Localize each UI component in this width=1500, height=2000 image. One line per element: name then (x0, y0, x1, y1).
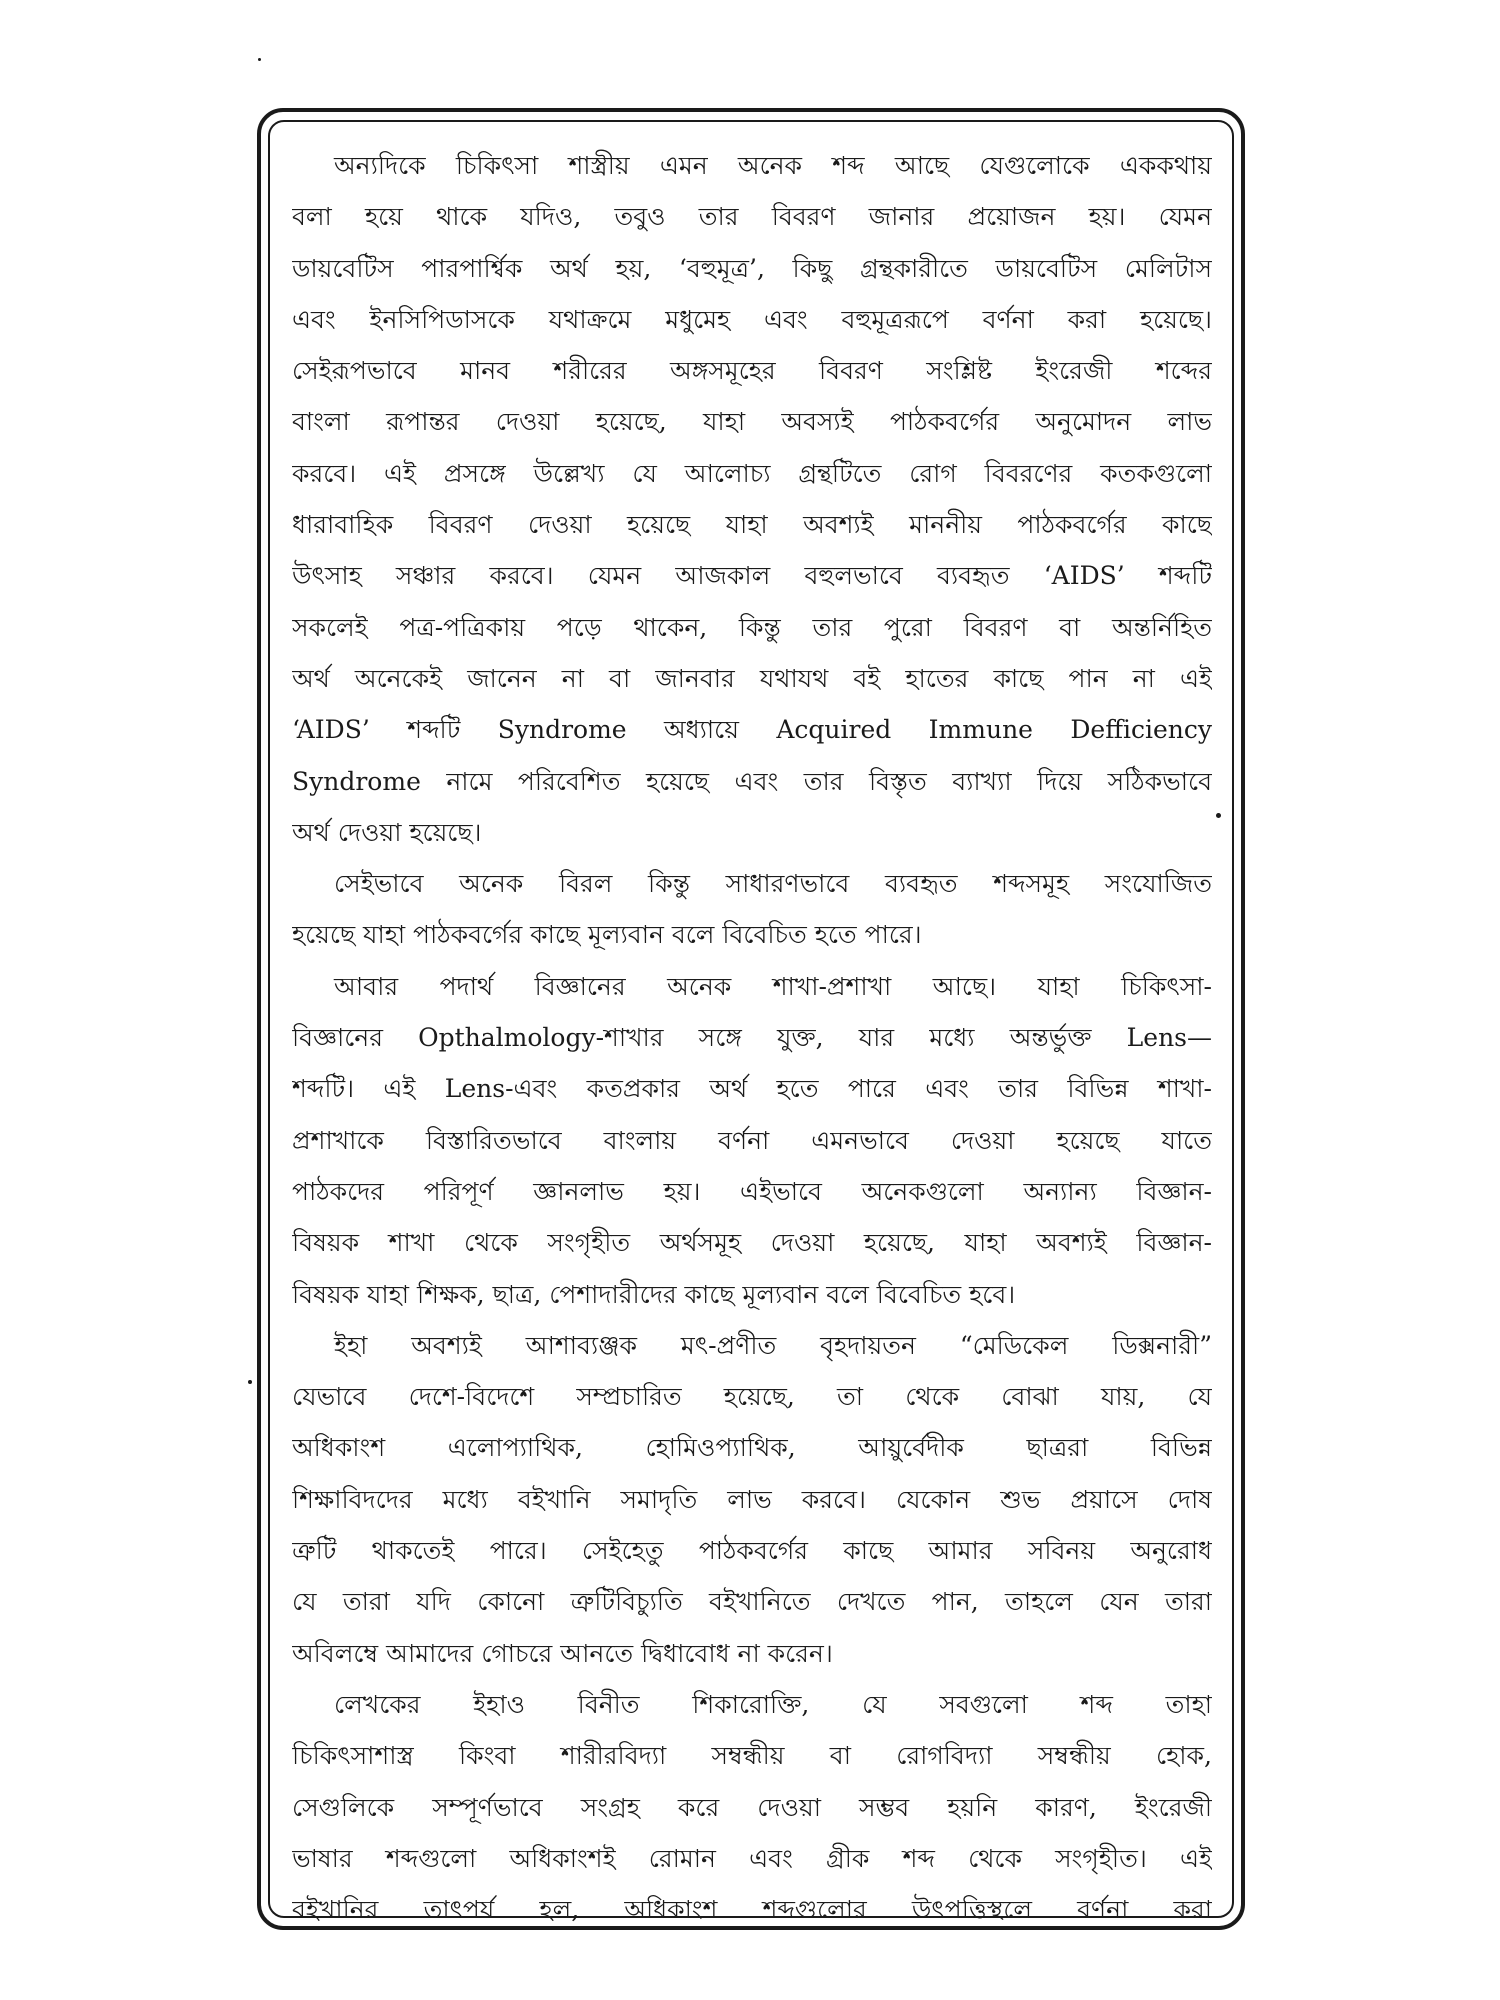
paragraph-line: সেগুলিকে সম্পূর্ণভাবে সংগ্রহ করে দেওয়া সম্ভব হয়নি কারণ, ইংরেজী (292, 1792, 1212, 1822)
paragraph-line: বিষয়ক যাহা শিক্ষক, ছাত্র, পেশাদারীদের কাছে মূল্যবান বলে বিবেচিত হবে। (292, 1279, 1016, 1309)
paragraph-line: পাঠকদের পরিপূর্ণ জ্ঞানলাভ হয়। এইভাবে অনেকগুলো অন্যান্য বিজ্ঞান- (292, 1176, 1212, 1206)
paragraph-line: যে তারা যদি কোনো ত্রুটিবিচ্যুতি বইখানিতে দেখতে পান, তাহলে যেন তারা (292, 1587, 1212, 1617)
paragraph-line: অধিকাংশ এলোপ্যাথিক, হোমিওপ্যাথিক, আয়ুর্বেদীক ছাত্ররা বিভিন্ন (292, 1433, 1212, 1463)
paragraph-line: ইহা অবশ্যই আশাব্যঞ্জক মৎ-প্রণীত বৃহদায়তন “মেডিকেল ডিক্সনারী” (334, 1330, 1212, 1360)
paragraph-line: বাংলা রূপান্তর দেওয়া হয়েছে, যাহা অবস্যই পাঠকবর্গের অনুমোদন লাভ (292, 407, 1212, 437)
paragraph-line: উৎসাহ সঞ্চার করবে। যেমন আজকাল বহুলভাবে ব্যবহৃত ‘AIDS’ শব্দটি (292, 561, 1212, 591)
paragraph-line: ডায়বেটিস পারপার্শ্বিক অর্থ হয়, ‘বহুমূত্র’, কিছু গ্রন্থকারীতে ডায়বেটিস মেলিটাস (292, 253, 1212, 283)
print-speck (258, 58, 261, 61)
paragraph-line: ধারাবাহিক বিবরণ দেওয়া হয়েছে যাহা অবশ্যই মাননীয় পাঠকবর্গের কাছে (292, 510, 1212, 540)
print-speck (248, 1380, 252, 1384)
paragraph-line: বিজ্ঞানের Opthalmology-শাখার সঙ্গে যুক্ত, যার মধ্যে অন্তর্ভুক্ত Lens— (292, 1023, 1212, 1053)
paragraph-line: বিষয়ক শাখা থেকে সংগৃহীত অর্থসমূহ দেওয়া হয়েছে, যাহা অবশ্যই বিজ্ঞান- (292, 1228, 1212, 1258)
paragraph-line: ত্রুটি থাকতেই পারে। সেইহেতু পাঠকবর্গের কাছে আমার সবিনয় অনুরোধ (292, 1536, 1212, 1566)
paragraph-line: অবিলম্বে আমাদের গোচরে আনতে দ্বিধাবোধ না করেন। (292, 1638, 833, 1668)
paragraph-line: সেইভাবে অনেক বিরল কিন্তু সাধারণভাবে ব্যবহৃত শব্দসমূহ সংযোজিত (334, 869, 1212, 899)
paragraph-line: যেভাবে দেশে-বিদেশে সম্প্রচারিত হয়েছে, তা থেকে বোঝা যায়, যে (292, 1382, 1212, 1412)
paragraph-line: বইখানির তাৎপর্য হল, অধিকাংশ শব্দগুলোর উৎপত্তিস্থলে বর্ণনা করা (292, 1895, 1212, 1925)
paragraph-line: প্রশাখাকে বিস্তারিতভাবে বাংলায় বর্ণনা এমনভাবে দেওয়া হয়েছে যাতে (292, 1125, 1212, 1155)
paragraph-line: অর্থ অনেকেই জানেন না বা জানবার যথাযথ বই হাতের কাছে পান না এই (292, 663, 1212, 693)
paragraph-line: শিক্ষাবিদদের মধ্যে বইখানি সমাদৃতি লাভ করবে। যেকোন শুভ প্রয়াসে দোষ (292, 1484, 1212, 1514)
paragraph-line: এবং ইনসিপিডাসকে যথাক্রমে মধুমেহ এবং বহুমূত্ররূপে বর্ণনা করা হয়েছে। (292, 304, 1212, 334)
paragraph-line: অর্থ দেওয়া হয়েছে। (292, 817, 482, 847)
paragraph-line: সেইরূপভাবে মানব শরীরের অঙ্গসমূহের বিবরণ সংশ্লিষ্ট ইংরেজী শব্দের (292, 356, 1212, 386)
paragraph-line: ভাষার শব্দগুলো অধিকাংশই রোমান এবং গ্রীক শব্দ থেকে সংগৃহীত। এই (292, 1843, 1212, 1873)
paragraph-line: শব্দটি। এই Lens-এবং কতপ্রকার অর্থ হতে পারে এবং তার বিভিন্ন শাখা- (292, 1074, 1212, 1104)
body-text (292, 140, 1212, 1935)
paragraph-line: লেখকের ইহাও বিনীত শিকারোক্তি, যে সবগুলো শব্দ তাহা (334, 1689, 1212, 1719)
print-speck (1216, 813, 1221, 818)
paragraph-line: বলা হয়ে থাকে যদিও, তবুও তার বিবরণ জানার প্রয়োজন হয়। যেমন (292, 202, 1212, 232)
paragraph-line: ‘AIDS’ শব্দটি Syndrome অধ্যায়ে Acquired Immune Defficiency (292, 715, 1212, 745)
paragraph-line: হয়েছে যাহা পাঠকবর্গের কাছে মূল্যবান বলে বিবেচিত হতে পারে। (292, 920, 922, 950)
paragraph-line: চিকিৎসাশাস্ত্র কিংবা শারীরবিদ্যা সম্বন্ধীয় বা রোগবিদ্যা সম্বন্ধীয় হোক, (292, 1741, 1212, 1771)
paragraph-line: সকলেই পত্র-পত্রিকায় পড়ে থাকেন, কিন্তু তার পুরো বিবরণ বা অন্তর্নিহিত (292, 612, 1212, 642)
paragraph-line: আবার পদার্থ বিজ্ঞানের অনেক শাখা-প্রশাখা আছে। যাহা চিকিৎসা- (334, 971, 1212, 1001)
paragraph-line: অন্যদিকে চিকিৎসা শাস্ত্রীয় এমন অনেক শব্দ আছে যেগুলোকে এককথায় (334, 151, 1212, 180)
paragraph-line: করবে। এই প্রসঙ্গে উল্লেখ্য যে আলোচ্য গ্রন্থটিতে রোগ বিবরণের কতকগুলো (292, 458, 1212, 488)
paragraph-line: Syndrome নামে পরিবেশিত হয়েছে এবং তার বিস্তৃত ব্যাখ্যা দিয়ে সঠিকভাবে (292, 766, 1212, 796)
